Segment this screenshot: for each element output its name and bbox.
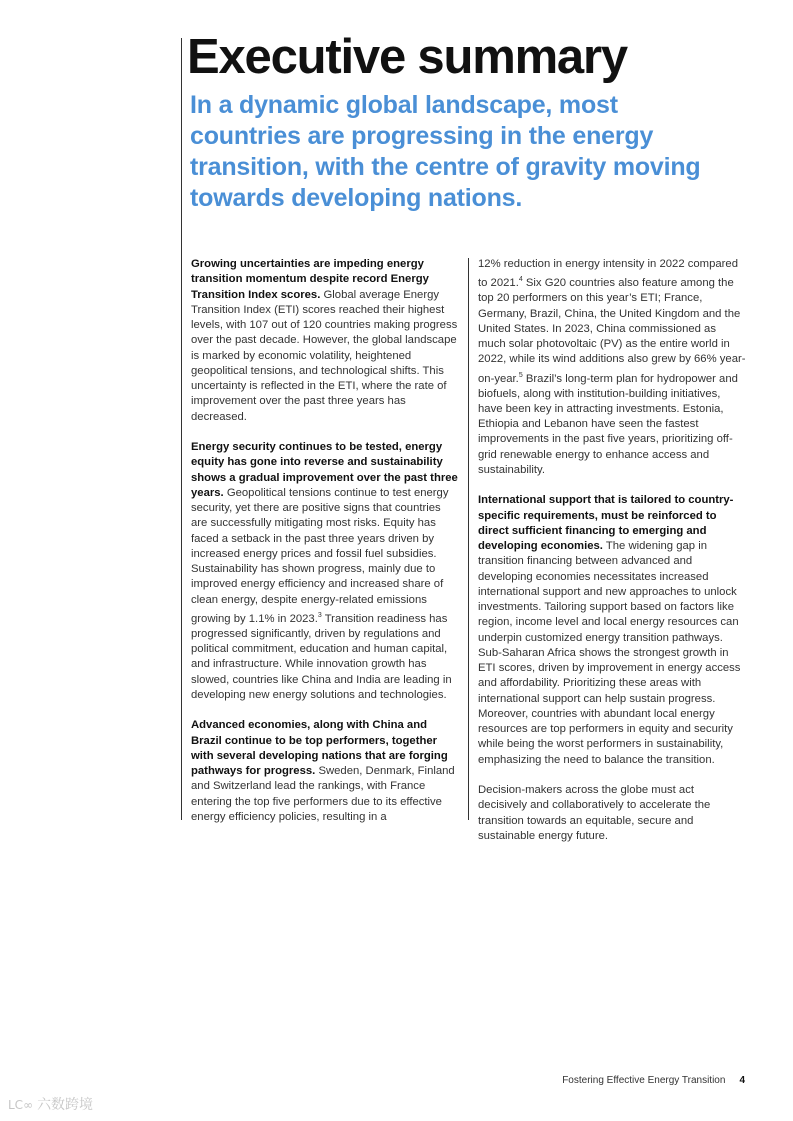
watermark-logo-icon: LC∞ [8, 1098, 34, 1112]
right-column [478, 257, 746, 859]
footnote-marker: 4 [518, 276, 523, 284]
paragraph-body: 12% reduction in energy intensity in 2022 compared to 2021. [478, 258, 738, 290]
paragraph-body: Decision-makers across the globe must act decisively and collaboratively to accelerate the transition towards an equitable, secure and sustainable energy future. [478, 784, 711, 842]
page-number: 4 [739, 1075, 745, 1086]
paragraph-uncertainties [191, 257, 458, 425]
paragraph-lead: Energy security continues to be tested, energy equity has gone into reverse and sustainability shows a gradual improvement over the past three years. [191, 441, 458, 499]
page-footer [562, 1075, 745, 1086]
paragraph-body: The widening gap in transition financing between advanced and developing economies necessitates increased international support and new approaches to unlock investments. Tailoring support based on factors like region, income level and local energy resources can underpin customized energy transition pathways. Sub-Saharan Africa shows the strongest growth in ETI scores, driven by improvement in energy access and affordability. Prioritizing these areas with international support can help sustain progress. Moreover, countries with abundant local energy resources are top performers in equity and security while being the worst performers in sustainability, emphasizing the need to balance the transition. [478, 540, 741, 766]
paragraph-body: Transition readiness has progressed significantly, driven by regulations and political commitment, education and human capital, and infrastructure. While innovation growth has slowed, countries like China and India are leading in developing new energy solutions and technologies. [191, 612, 452, 701]
paragraph-body: Six G20 countries also feature among the top 20 performers on this year’s ETI; France, Germany, Brazil, China, the United Kingdom and the United States. In 2023, China commissioned as much solar photovoltaic (PV) as the entire world in 2022, while its wind additions also grew by 66% year-on-year. [478, 277, 746, 385]
paragraph-energy-security [191, 440, 458, 703]
footnote-marker: 3 [317, 611, 322, 619]
paragraph-body: Geopolitical tensions continue to test energy security, yet there are positive signs that countries are successfully mitigating most risks. Equity has faced a setback in the past three years driven by increased energy prices and fossil fuel subsidies. Sustainability has shown progress, mainly due to improved energy efficiency and increased share of clean energy, despite energy-related emissions growing by 1.1% in 2023. [191, 486, 449, 625]
paragraph-continued [478, 257, 746, 478]
paragraph-body: Sweden, Denmark, Finland and Switzerland lead the rankings, with France entering the top five performers due to its effective energy efficiency policies, resulting in a [191, 765, 455, 823]
footer-report-title: Fostering Effective Energy Transition [562, 1075, 726, 1086]
paragraph-lead: Advanced economies, along with China and Brazil continue to be top performers, together with several developing nations that are forging pathways for progress. [191, 719, 448, 778]
page-title: Executive summary [187, 30, 627, 84]
paragraph-body: Global average Energy Transition Index (ETI) scores reached their highest levels, with 107 out of 120 countries making progress over the past decade. However, the global landscape is marked by economic volatility, heightened geopolitical tensions, and technological shifts. This uncertainty is reflected in the ETI, where the rate of improvement over the past three years has decreased. [191, 288, 458, 423]
watermark [8, 1094, 93, 1114]
paragraph-lead: International support that is tailored to country-specific requirements, must be reinforced to direct sufficient financing to emerging and developing economies. [478, 494, 734, 553]
left-column [191, 257, 458, 840]
paragraph-conclusion [478, 783, 746, 844]
page-subtitle: In a dynamic global landscape, most countries are progressing in the energy transition, with the centre of gravity moving towards developing nations. [190, 91, 701, 212]
column-divider-rule [468, 258, 469, 820]
paragraph-lead: Growing uncertainties are impeding energy transition momentum despite record Energy Transition Index scores. [191, 258, 429, 301]
footnote-marker: 5 [518, 371, 523, 379]
paragraph-advanced-economies [191, 718, 458, 825]
watermark-text: 六数跨境 [37, 1097, 94, 1113]
left-rule [181, 38, 182, 820]
paragraph-body: Brazil’s long-term plan for hydropower and biofuels, along with institution-building initiatives, have been key in attracting investments. Estonia, Ethiopia and Lebanon have seen the fastest improvements in the past five years, prioritizing off-grid renewable energy to enhance access and sustainability. [478, 372, 738, 476]
paragraph-international-support [478, 493, 746, 768]
